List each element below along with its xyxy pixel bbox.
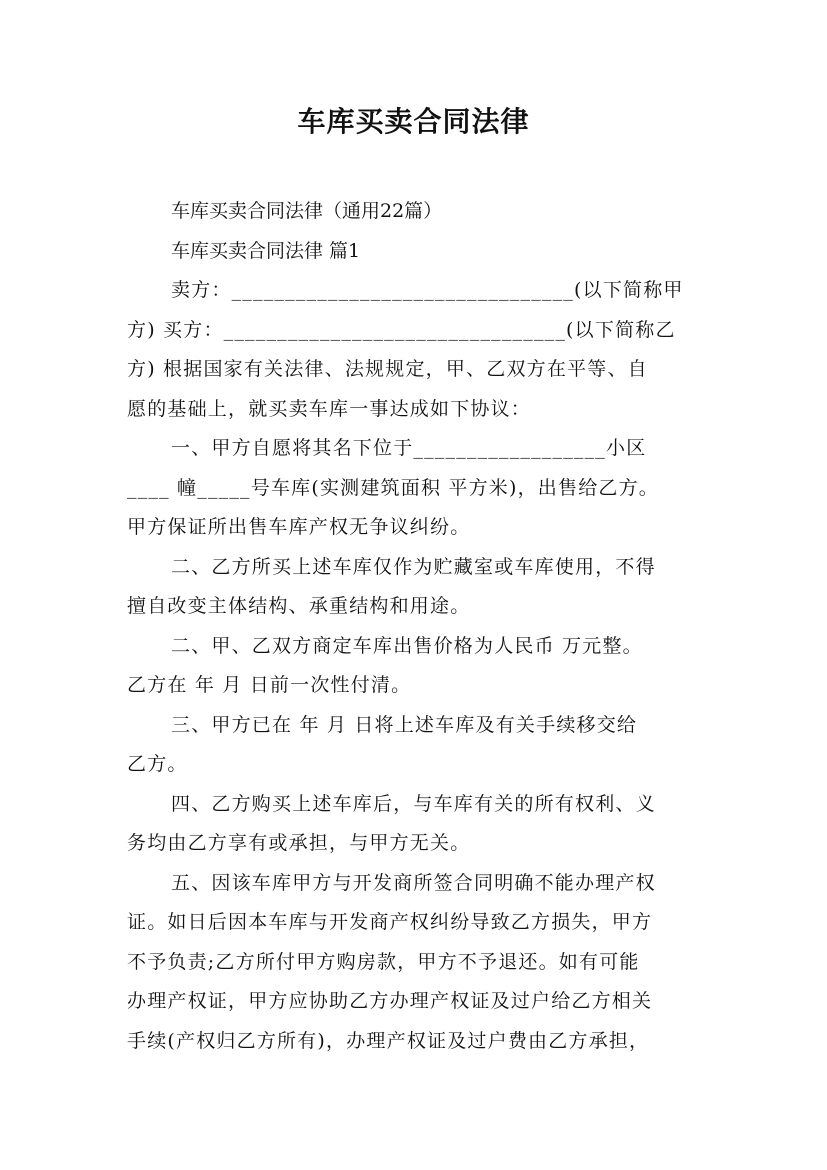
clause-1-line: ____ 幢_____号车库(实测建筑面积 平方米)，出售给乙方。 xyxy=(127,476,660,499)
clause-3-line: 乙方。 xyxy=(127,753,188,775)
document-body xyxy=(127,192,707,1061)
section-heading: 车库买卖合同法律 篇1 xyxy=(171,239,361,262)
clause-2-line: 二、乙方所买上述车库仅作为贮藏室或车库使用，不得 xyxy=(171,555,656,578)
document-title: 车库买卖合同法律 xyxy=(297,105,530,138)
paragraph-line: 愿的基础上，就买卖车库一事达成如下协议： xyxy=(127,397,532,420)
clause-1-line: 一、甲方自愿将其名下位于__________________小区 xyxy=(171,437,647,459)
clause-5-line: 手续(产权归乙方所有)，办理产权证及过户费由乙方承担， xyxy=(127,1029,650,1052)
clause-5-line: 五、因该车库甲方与开发商所签合同明确不能办理产权 xyxy=(171,871,656,894)
clause-price-line: 乙方在 年 月 日前一次性付清。 xyxy=(127,674,412,696)
seller-line: 卖方：________________________________(以下简称甲 xyxy=(171,279,684,301)
clause-1-line: 甲方保证所出售车库产权无争议纠纷。 xyxy=(127,516,471,538)
clause-4-line: 四、乙方购买上述车库后，与车库有关的所有权利、义 xyxy=(171,792,656,815)
clause-price-line: 二、甲、乙双方商定车库出售价格为人民币 万元整。 xyxy=(171,634,643,657)
clause-5-line: 不予负责;乙方所付甲方购房款，甲方不予退还。如有可能 xyxy=(127,950,640,973)
clause-5-line: 办理产权证，甲方应协助乙方办理产权证及过户给乙方相关 xyxy=(127,990,653,1012)
buyer-line: 方) 买方：________________________________(以下简称乙 xyxy=(127,318,676,341)
clause-4-line: 务均由乙方享有或承担，与甲方无关。 xyxy=(127,832,471,854)
clause-3-line: 三、甲方已在 年 月 日将上述车库及有关手续移交给 xyxy=(171,713,638,736)
clause-2-line: 擅自改变主体结构、承重结构和用途。 xyxy=(127,595,471,617)
subtitle-line: 车库买卖合同法律（通用22篇） xyxy=(171,200,443,222)
clause-5-line: 证。如日后因本车库与开发商产权纠纷导致乙方损失，甲方 xyxy=(127,911,653,933)
paragraph-line: 方) 根据国家有关法律、法规规定，甲、乙双方在平等、自 xyxy=(127,358,648,380)
